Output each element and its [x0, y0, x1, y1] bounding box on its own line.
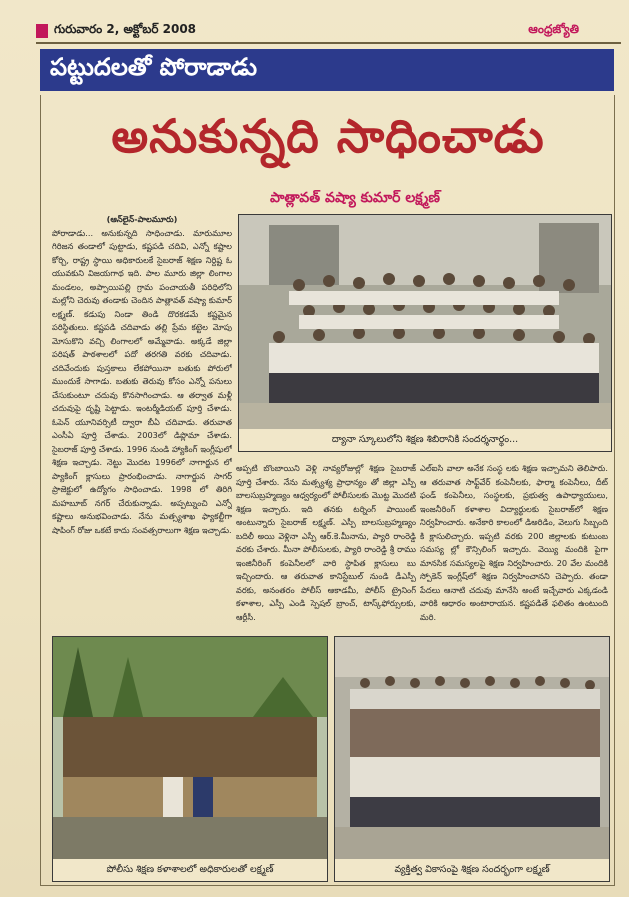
column-1-body: పోరాడాడు... అనుకున్నది సాధించాడు. మారుమూల గిరిజన తండాలో పుట్టాడు, కష్టపడి చదివి, ఎన్నో కష్టాల కోర్చి, రాష్ట్ర స్థాయి అధికారులకే సైబరాజ్ శిక్షణ నిర్దిష్ట ఓ యువకుని విజయగాథ ఇది. పాల మూరు జిల్లా లింగాల మండలం, అప్పాయిపల్లి గ్రామ పంచాయతీ పరిధిలోని మల్లోని చెరువు తండాకు చెందిన పాత్లావత్ వష్యా కుమార్ లక్ష్మణ్. కడుపు నిండా తిండి దొరకడమే కష్టమైన పరిస్థితులు. కష్టపడి చదివాడు తల్లి ప్రేమ కట్టెల మోపు మోసుకొని వచ్చి లింగాలలో అమ్మేవాడు. అక్కడే జిల్లా పరిషత్ పాఠశాలలో పదో తరగతి వరకు చదివాడు. చదివేందుకు పుస్తకాలు లేకపోయినా బతుకు పోరులో ముందుకే సాగాడు. బతుకు తెరువు కోసం ఎన్నో పనులు చేసుకుంటూ చదువు కొనసాగించాడు. ఆ తర్వాత మళ్లీ చదువుపై దృష్టి పెట్టాడు. ఇంటర్మీడియట్ పూర్తి చేశాడు. ఓపెన్ యూనివర్సిటీ ద్వారా బీఏ చదివాడు. తరువాత ఎంసీఏ పూర్తి చేశాడు. 2003లో డిప్లొమా చేశాడు. సైబరాజ్ పూర్తి చేశాడు. 1996 నుండి హ్యాకింగ్ ఇంగ్లీషులో శిక్షణ ఇచ్చాడు. నెట్టు మొదట 1996లో నాగార్జున లో ప్యాకింగ్ క్లాసులు ప్రారంభించాడు. నాగార్జున సాగర్ ప్రాజెక్టులో ఉద్యోగం సాధించాడు. 1998 లో తిరిగి మహబూబ్ నగర్ చేరుకున్నాడు. అప్పట్నుంచి ఎన్నో కష్టాలు అనుభవించాడు. నేను మత్స్యశాఖ ఫ్యాకల్టీగా షాపింగ్ రోజు ఒకటే కాదు సంవత్సరాలుగా శిక్షణ ఇచ్చాడు.	[52, 227, 232, 535]
newspaper-masthead: ఆంధ్రజ్యోతి	[528, 22, 579, 36]
frame-left-rule	[40, 95, 41, 885]
color-marker	[36, 24, 48, 38]
article-column-1	[52, 213, 232, 623]
photo-caption: వ్యక్తిత్వ వికాసంపై శిక్షణ సందర్భంగా లక్ష్మణ్	[335, 859, 609, 881]
photo-caption: ద్యానా స్కూలులోని శిక్షణ శిబిరానికి సందర్శనార్థం...	[239, 429, 611, 451]
issue-date: గురువారం 2, అక్టోబర్ 2008	[54, 22, 197, 36]
article-column-2: అప్పటి బొంబాయిని వెళ్లి నావ్యరోజుల్లో శిక్షణ సైబరాజ్ పూర్తి చేశారు. నేను మత్స్యశ్య ప్రాధాన్యం తో జిల్లా ఎస్పీ బాలసుబ్రహ్మణ్యం ఆధ్వర్యంలో పోలీసులకు మొట్ట మొదటి శిక్షణ ఇచ్చారు. ఇది తనకు టర్నింగ్ పాయింట్ అంటున్నారు సైబరాజ్ లక్ష్మణ్. ఎస్పీ బాలసుబ్రహ్మణ్యం బదిలీ అయి వెళ్లినా ఎస్పీ ఆర్.కె.మీనాను, ప్యారి రాంరెడ్డి వరకు చేశారు. మీనా పోలీసులకు, ప్యారి రాంరెడ్డి శ్రీ రాము ఇంజినీరింగ్ కంపెనీలలో వారి స్థాపిత క్లాసులు బు ఇచ్చిందారు. ఆ తరువాత కానిస్టేబుల్ నుండి డీఎస్పీ వరకు, అనంతరం పోలీస్ ఆకాడమీ, పోలీస్ ట్రైనింగ్ కళాశాల, ఎస్పీ ఎండి స్పెషల్ బ్రాంచ్, టాస్క్‌ఫోర్సులకు, ఆర్టీసీ.	[236, 463, 416, 622]
police-photo-image	[53, 637, 327, 859]
byline: పాత్లావత్ వష్యా కుమార్ లక్ష్మణ్	[269, 190, 440, 206]
group-photo-training	[238, 214, 612, 452]
frame-right-rule	[614, 95, 615, 885]
header-rule	[36, 42, 621, 44]
kicker-text: పట్టుదలతో పోరాడాడు	[50, 53, 258, 81]
page-header	[36, 20, 621, 46]
article-column-3: ఎల్ఐసి వాలా అనేక సంస్థ లకు శిక్షణ ఇచ్చామని తెలిపారు. ఆ తరువాత సాఫ్ట్‌వేర్ కంపెనీలకు, ఫార్మా కంపెనీలు, దీట్ ఫండ్ కంపెనీలు, సంస్థలకు, ప్రభుత్వ ఉపాధ్యాయులు, ఇంజనీరింగ్ కళాశాల విద్యార్థులకు సైబరాజ్‌లో శిక్షణ నిర్వహించారు. అనేకారి కాలంలో డిఅరిడిం, వెలుగు సిబ్బంది కి క్లాసులిచ్చారు. ఇప్పటి వరకు 200 జిల్లాలకు కుటుంబ సమస్య ల్లో కౌన్సిలింగ్ ఇచ్చారు. వెయ్యి మందికి పైగా మానసిక సమస్యలపై శిక్షణ నిర్వహించారు. 20 వేల మందికి స్పోకెన్ ఇంగ్లీష్‌లో శిక్షణ నిర్వహించానని చెప్పారు. తండా పేదలు ఆనాటి చదువు మానేసి అంటే ఇచ్చేవారు ఎక్కడండి వారికి ఆధారం అంటారాయన. కష్టపడితే ఫలితం ఉంటుంది మరి.	[420, 463, 608, 622]
headline: అనుకున్నది సాధించాడు	[111, 109, 545, 163]
kicker-banner	[40, 49, 614, 91]
frame-bottom-rule	[40, 885, 615, 886]
group-photo-image	[239, 215, 611, 429]
students-group-photo	[334, 636, 610, 882]
photo-caption: పోలీసు శిక్షణ కళాశాలలో అధికారులతో లక్ష్మణ్	[53, 859, 327, 881]
students-photo-image	[335, 637, 609, 859]
police-group-photo	[52, 636, 328, 882]
dateline: (ఆన్‌లైన్-పాలమూరు)	[106, 214, 178, 224]
